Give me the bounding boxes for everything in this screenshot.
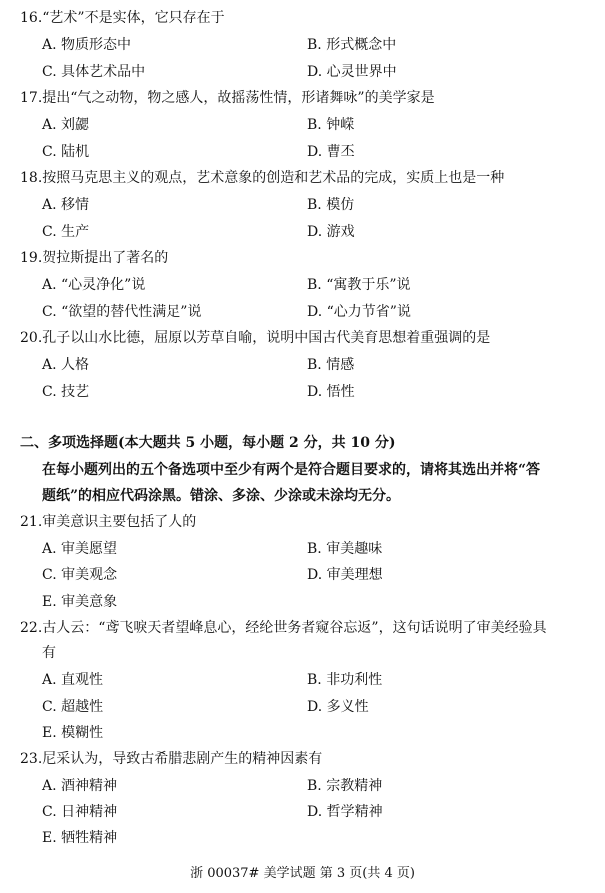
option-text: 人格 [61, 357, 90, 373]
question-number: 19. [20, 250, 43, 266]
question-22-stem-cont: 有 [42, 645, 56, 661]
option-key: B. [307, 197, 322, 213]
question-18-stem [20, 170, 504, 186]
option-text: “心灵净化”说 [61, 277, 146, 293]
option-key: A. [42, 277, 57, 293]
option-16-c [42, 64, 145, 80]
option-18-a [42, 197, 89, 213]
option-text: 形式概念中 [326, 37, 397, 53]
option-21-c [42, 567, 117, 583]
option-text: 模仿 [326, 197, 355, 213]
option-text: 审美观念 [61, 567, 118, 583]
option-18-c [42, 224, 89, 240]
option-18-b [307, 197, 354, 213]
option-text: 牺牲精神 [61, 830, 118, 846]
section-instructions-line1: 在每小题列出的五个备选项中至少有两个是符合题目要求的，请将其选出并将“答 [42, 462, 541, 478]
option-text: 陆机 [61, 144, 90, 160]
option-22-b [307, 672, 382, 688]
option-key: A. [42, 778, 57, 794]
option-19-a [42, 277, 145, 293]
question-number: 21. [20, 514, 43, 530]
option-20-a [42, 357, 89, 373]
option-text: 模糊性 [61, 725, 104, 741]
option-20-c [42, 384, 89, 400]
option-text: 刘勰 [61, 117, 90, 133]
option-key: D. [307, 699, 323, 715]
question-23-stem [20, 751, 322, 767]
option-text: 酒神精神 [61, 778, 118, 794]
option-19-c [42, 304, 201, 320]
option-key: C. [42, 384, 57, 400]
option-key: C. [42, 567, 57, 583]
option-key: B. [307, 541, 322, 557]
question-22-stem [20, 620, 547, 636]
option-text: 非功利性 [326, 672, 383, 688]
option-22-c [42, 699, 103, 715]
option-key: D. [307, 64, 323, 80]
option-text: 审美愿望 [61, 541, 118, 557]
question-16-stem [20, 10, 225, 26]
option-text: 超越性 [61, 699, 104, 715]
option-17-b [307, 117, 354, 133]
question-number: 18. [20, 170, 43, 186]
question-number: 20. [20, 330, 43, 346]
option-19-b [307, 277, 411, 293]
option-text: “心力节省”说 [326, 304, 411, 320]
option-key: D. [307, 224, 323, 240]
option-20-d [307, 384, 355, 400]
option-text: 审美理想 [326, 567, 383, 583]
option-22-d [307, 699, 369, 715]
option-key: B. [307, 117, 322, 133]
option-key: C. [42, 304, 57, 320]
option-18-d [307, 224, 355, 240]
option-key: A. [42, 357, 57, 373]
question-number: 23. [20, 751, 43, 767]
option-key: D. [307, 804, 323, 820]
option-key: C. [42, 224, 57, 240]
option-key: C. [42, 804, 57, 820]
option-text: 日神精神 [61, 804, 118, 820]
option-text: “欲望的替代性满足”说 [61, 304, 202, 320]
option-text: 物质形态中 [61, 37, 132, 53]
question-20-stem [20, 330, 490, 346]
option-key: D. [307, 144, 323, 160]
option-key: B. [307, 277, 322, 293]
option-23-e [42, 830, 117, 846]
option-text: “寓教于乐”说 [326, 277, 411, 293]
option-text: 生产 [61, 224, 90, 240]
option-21-d [307, 567, 383, 583]
option-19-d [307, 304, 411, 320]
option-text: 钟嵘 [326, 117, 355, 133]
option-key: B. [307, 778, 322, 794]
question-number: 22. [20, 620, 43, 636]
option-text: 审美趣味 [326, 541, 383, 557]
option-text: 多义性 [326, 699, 369, 715]
question-text: “艺术”不是实体，它只存在于 [42, 10, 225, 26]
option-23-c [42, 804, 117, 820]
option-17-c [42, 144, 89, 160]
option-text: 直观性 [61, 672, 104, 688]
page-footer: 浙 00037# 美学试题 第 3 页(共 4 页) [190, 866, 415, 881]
option-key: E. [42, 830, 57, 846]
option-text: 哲学精神 [326, 804, 383, 820]
option-key: D. [307, 384, 323, 400]
option-text: 审美意象 [61, 594, 118, 610]
question-19-stem [20, 250, 168, 266]
option-21-b [307, 541, 382, 557]
option-text: 移情 [61, 197, 90, 213]
option-16-d [307, 64, 397, 80]
option-key: B. [307, 357, 322, 373]
question-number: 17. [20, 90, 43, 106]
option-16-b [307, 37, 396, 53]
option-17-d [307, 144, 355, 160]
section-heading: 二、多项选择题(本大题共 5 小题，每小题 2 分，共 10 分) [20, 435, 396, 451]
section-instructions-line2: 题纸”的相应代码涂黑。错涂、多涂、少涂或未涂均无分。 [42, 488, 401, 504]
option-key: A. [42, 672, 57, 688]
option-key: C. [42, 64, 57, 80]
option-text: 宗教精神 [326, 778, 383, 794]
option-23-b [307, 778, 382, 794]
option-text: 具体艺术品中 [61, 64, 146, 80]
option-key: D. [307, 567, 323, 583]
option-text: 游戏 [326, 224, 355, 240]
option-key: B. [307, 37, 322, 53]
option-16-a [42, 37, 131, 53]
option-key: A. [42, 541, 57, 557]
question-text: 古人云：“鸢飞唳天者望峰息心，经纶世务者窥谷忘返”，这句话说明了审美经验具 [42, 620, 547, 636]
question-text: 提出“气之动物，物之感人，故摇荡性情，形诸舞咏”的美学家是 [42, 90, 435, 106]
option-23-d [307, 804, 383, 820]
option-22-e [42, 725, 103, 741]
question-text: 尼采认为，导致古希腊悲剧产生的精神因素有 [42, 751, 323, 767]
option-key: B. [307, 672, 322, 688]
option-text: 悟性 [326, 384, 355, 400]
option-text: 心灵世界中 [326, 64, 397, 80]
option-23-a [42, 778, 117, 794]
question-21-stem [20, 514, 196, 530]
option-key: A. [42, 117, 57, 133]
question-text: 审美意识主要包括了人的 [42, 514, 197, 530]
option-key: D. [307, 304, 323, 320]
option-21-a [42, 541, 117, 557]
option-key: E. [42, 594, 57, 610]
option-17-a [42, 117, 89, 133]
question-text: 孔子以山水比德，屈原以芳草自喻，说明中国古代美育思想着重强调的是 [42, 330, 491, 346]
question-17-stem [20, 90, 435, 106]
question-text: 贺拉斯提出了著名的 [42, 250, 169, 266]
option-20-b [307, 357, 354, 373]
option-text: 曹丕 [326, 144, 355, 160]
option-text: 情感 [326, 357, 355, 373]
option-key: C. [42, 699, 57, 715]
option-key: A. [42, 197, 57, 213]
option-22-a [42, 672, 103, 688]
option-key: E. [42, 725, 57, 741]
option-key: A. [42, 37, 57, 53]
option-key: C. [42, 144, 57, 160]
option-text: 技艺 [61, 384, 90, 400]
question-text: 按照马克思主义的观点，艺术意象的创造和艺术品的完成，实质上也是一种 [42, 170, 505, 186]
question-number: 16. [20, 10, 43, 26]
option-21-e [42, 594, 117, 610]
